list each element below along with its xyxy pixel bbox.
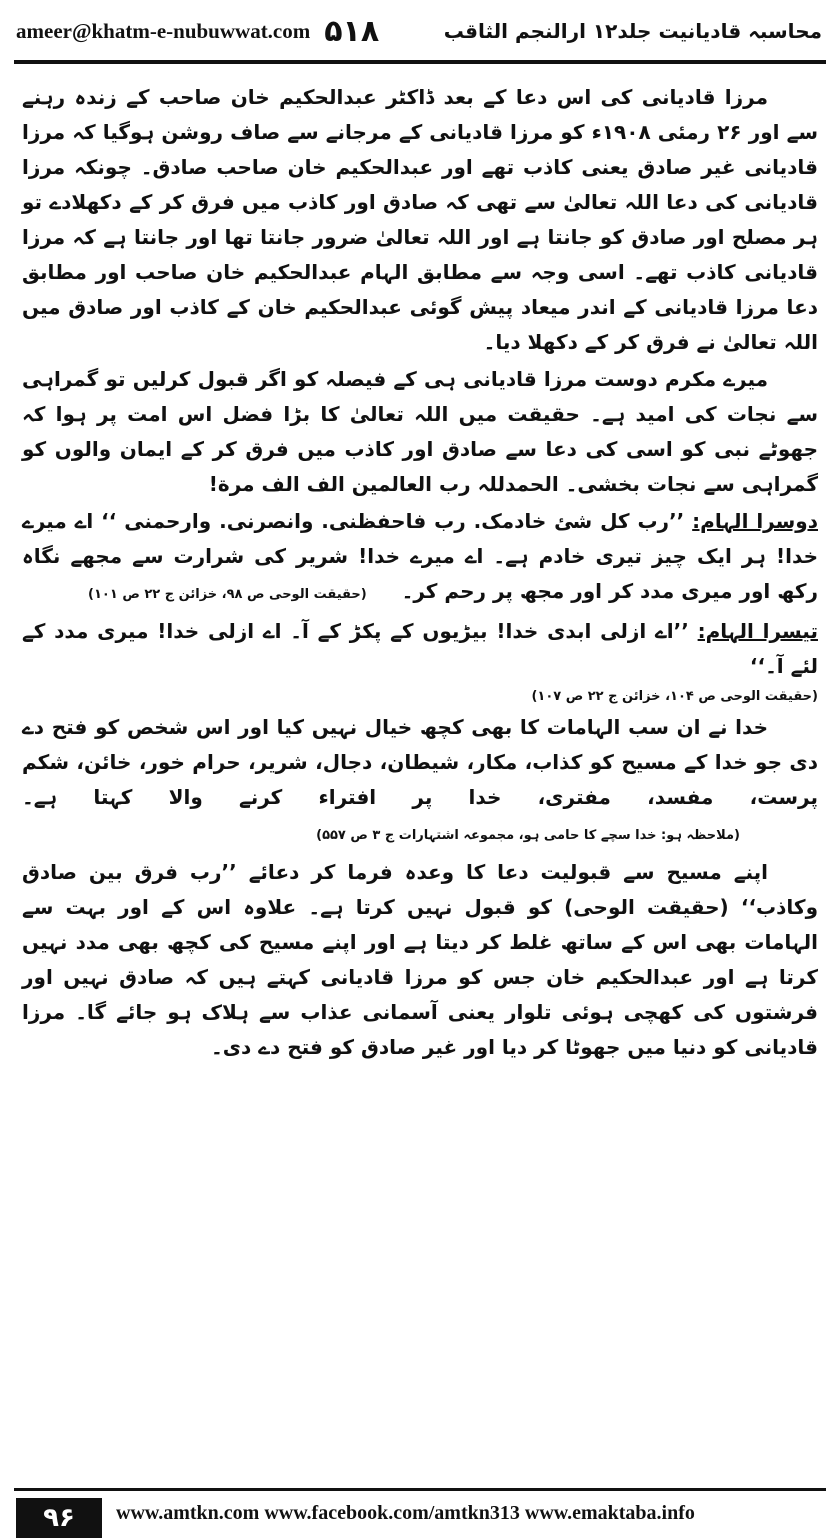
header-divider — [14, 60, 826, 64]
header-left-group — [16, 14, 379, 49]
paragraph-5-text: خدا نے ان سب الہامات کا بھی کچھ خیال نہیں کیا اور اس شخص کو فتح دے دی جو خدا کے مسیح کو کذاب، مکار، شیطان، دجال، شریر، حرام خور، خائن، شکم پرست، مفسد، مفتری، خدا پر افتراء کرنے والا کہتا ہے۔ — [22, 715, 818, 809]
third-ilham-text: ’’اے ازلی ابدی خدا! بیڑیوں کے پکڑ کے آ۔ اے ازلی خدا! میری مدد کے لئے آ۔‘‘ — [22, 619, 818, 678]
page-header — [16, 8, 822, 54]
header-book-title: محاسبہ قادیانیت جلد۱۲ ارالنجم الثاقب — [443, 19, 822, 43]
page-footer — [0, 1488, 840, 1540]
footer-page-number: ۹۶ — [16, 1498, 102, 1538]
second-ilham-label: دوسرا الہام: — [692, 509, 818, 533]
header-page-number: ۵۱۸ — [324, 13, 380, 49]
second-ilham-translation: اے میرے خدا! ہر ایک چیز تیری خادم ہے۔ اے میرے خدا! شریر کی شرارت سے مجھے نگاہ رکھ اور میری مدد کر اور مجھ پر رحم کر۔ — [22, 509, 818, 603]
paragraph-2: میرے مکرم دوست مرزا قادیانی ہی کے فیصلہ کو اگر قبول کرلیں تو گمراہی سے نجات کی امید ہے۔ حقیقت میں اللہ تعالیٰ کا بڑا فضل اس امت پر ہوا کہ جھوٹے نبی کو اسی کی دعا سے صادق اور کاذب میں فرق کر کے ایمان والوں کو گمراہی سے نجات بخشی۔ الحمدللہ رب العالمین الف الف مرة! — [22, 367, 818, 496]
paragraph-6: اپنے مسیح سے قبولیت دعا کا وعدہ فرما کر دعائے ’’رب فرق بین صادق وکاذب‘‘ (حقیقت الوحی) کو قبول نہیں کرتا ہے۔ علاوہ اس کے اور بہت سے الہامات بھی اس کے ساتھ غلط کر دیتا ہے اور اپنے مسیح کی کچھ بھی مدد نہیں کرتا ہے اور عبدالحکیم خان جس کو مرزا قادیانی کہتے ہیں کہ صادق نہیں اور فرشتوں کی کھچی ہوئی تلوار یعنی آسمانی عذاب سے ہلاک ہو جائے گا۔ مرزا قادیانی کو دنیا میں جھوٹا کر دیا اور غیر صادق کو فتح دے دی۔ — [22, 860, 818, 1059]
second-ilham-reference: (حقیقت الوحی ص ۹۸، خزائن ج ۲۲ ص ۱۰۱) — [88, 587, 367, 602]
paragraph-3 — [22, 504, 818, 612]
footer-divider — [14, 1488, 826, 1491]
third-ilham-reference: (حقیقت الوحی ص ۱۰۴، خزائن ج ۲۲ ص ۱۰۷) — [531, 689, 818, 704]
paragraph-5 — [22, 710, 818, 853]
paragraph-1: مرزا قادیانی کی اس دعا کے بعد ڈاکٹر عبدالحکیم خان صاحب کے زندہ رہنے سے اور ۲۶ رمئی ۱۹۰۸ء کو مرزا قادیانی کے مرجانے سے صاف روشن ہوگیا کہ مرزا قادیانی غیر صادق یعنی کاذب تھے اور عبدالحکیم خان صاحب صادق۔ چونکہ مرزا قادیانی کی دعا اللہ تعالیٰ سے تھی کہ صادق اور کاذب میں فرق کر کے دکھلادے تو ہر مصلح اور صادق کو جانتا ہے اور اللہ تعالیٰ ضرور جانتا تھا اور جانتا ہے کہ مرزا قادیانی کاذب تھے۔ اسی وجہ سے مطابق الہام عبدالحکیم خان صاحب اور مطابق دعا مرزا قادیانی کے اندر میعاد پیش گوئی عبدالحکیم خان کے کاذب اور صادق میں اللہ تعالیٰ نے فرق کر کے دکھلا دیا۔ — [22, 85, 818, 354]
paragraph-5-reference: (ملاحظہ ہو: خدا سچے کا حامی ہو، مجموعہ اشتہارات ج ۳ ص ۵۵۷) — [316, 828, 740, 843]
third-ilham-label: تیسرا الہام: — [697, 619, 818, 643]
page-body — [22, 80, 818, 1065]
paragraph-4 — [22, 614, 818, 684]
header-email: ameer@khatm-e-nubuwwat.com — [16, 18, 311, 43]
footer-urls: www.amtkn.com www.facebook.com/amtkn313 www.emaktaba.info — [116, 1502, 695, 1524]
second-ilham-arabic: ’’رب کل شئ خادمک. رب فاحفظنی. وانصرنی. وارحمنی ‘‘ — [101, 509, 685, 533]
